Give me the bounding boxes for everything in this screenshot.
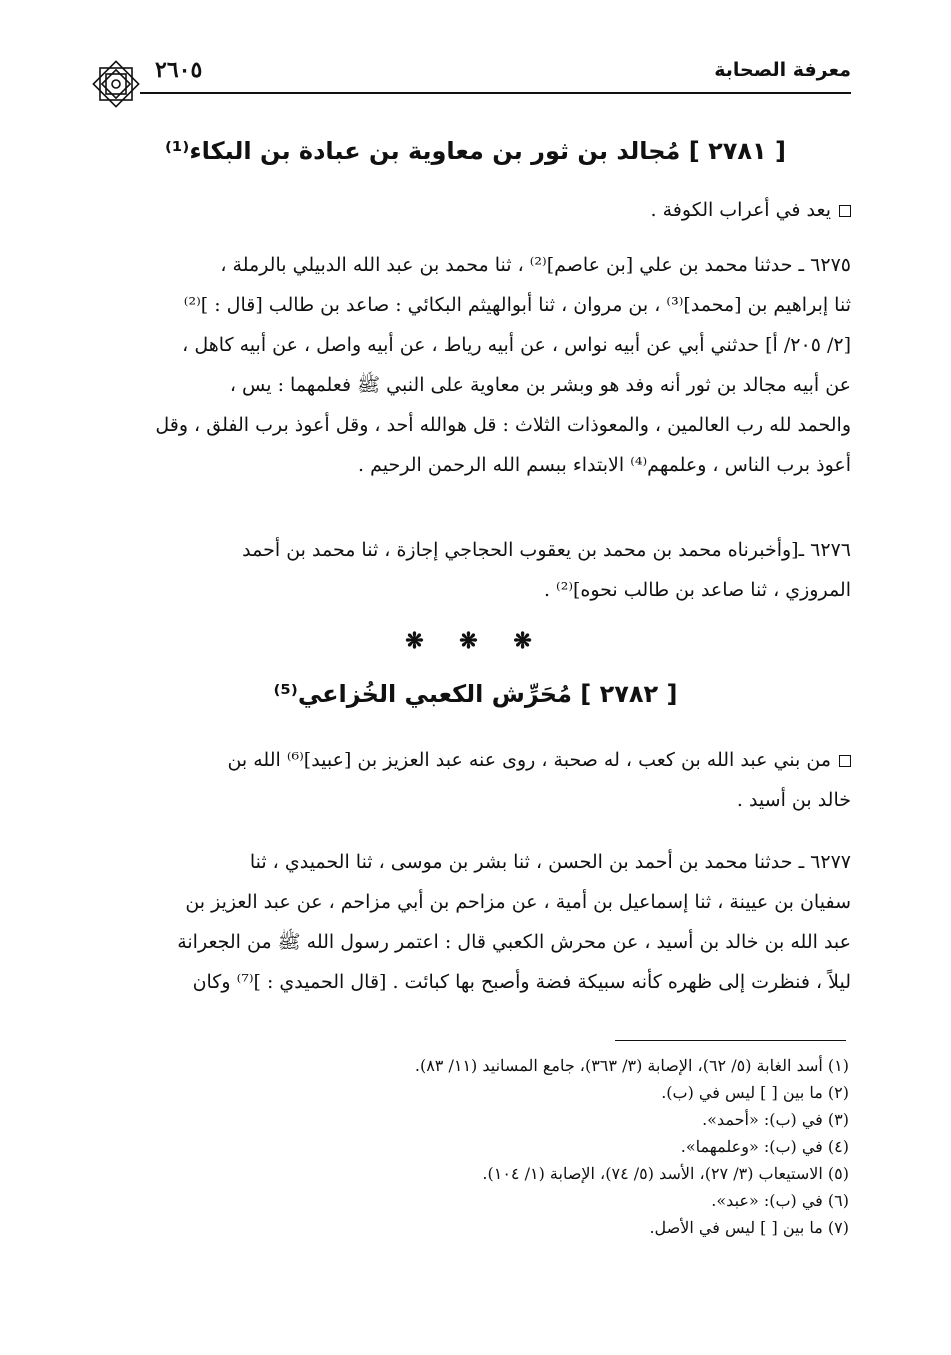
square-bullet-icon <box>839 205 851 217</box>
footnotes <box>100 1052 849 1241</box>
text-line: ليلاً ، فنظرت إلى ظهره كأنه سبيكة فضة وأصبح بها كبائت . [قال الحميدي : ]⁽⁷⁾ وكان <box>192 971 851 993</box>
text-line: عبد الله بن خالد بن أسيد ، عن محرش الكعبي قال : اعتمر رسول الله ﷺ من الجعرانة <box>177 931 851 953</box>
text-line: ٦٢٧٦ ـ[وأخبرناه محمد بن محمد بن يعقوب الحجاجي إجازة ، ثنا محمد بن أحمد <box>242 539 851 561</box>
hadith-6276 <box>100 530 851 610</box>
header-rule <box>140 92 851 94</box>
footnote: (٢) ما بين [ ] ليس في (ب). <box>661 1083 849 1102</box>
text-line: عن أبيه مجالد بن ثور أنه وفد هو وبشر بن معاوية على النبي ﷺ فعلمهما : يس ، <box>229 374 851 396</box>
footnote: (٧) ما بين [ ] ليس في الأصل. <box>649 1218 849 1237</box>
entry-intro-2781 <box>100 190 851 230</box>
entry-heading-2781: [ ٢٧٨١ ] مُجالد بن ثور بن معاوية بن عبادة بن البكاء⁽¹⁾ <box>164 137 786 165</box>
text-line: أعوذ برب الناس ، وعلمهم⁽⁴⁾ الابتداء ببسم الله الرحمن الرحيم . <box>358 454 851 476</box>
star-ornament-icon <box>90 58 142 110</box>
page-header <box>95 55 851 95</box>
hadith-6277 <box>100 842 851 1002</box>
footnote: (١) أسد الغابة (٥/ ٦٢)، الإصابة (٣/ ٣٦٣)، جامع المسانيد (١١/ ٨٣). <box>414 1056 849 1075</box>
text-line: ٦٢٧٧ ـ حدثنا محمد بن أحمد بن الحسن ، ثنا بشر بن موسى ، ثنا الحميدي ، ثنا <box>249 851 851 873</box>
text-line: خالد بن أسيد . <box>736 789 851 811</box>
entry-intro-2782 <box>100 740 851 820</box>
text-line: [٢/ ٢٠٥/ أ] حدثني أبي عن أبيه نواس ، عن أبيه رياط ، عن أبيه واصل ، عن أبيه كاهل ، <box>182 334 851 356</box>
text-line: ٦٢٧٥ ـ حدثنا محمد بن علي [بن عاصم]⁽²⁾ ، ثنا محمد بن عبد الله الدبيلي بالرملة ، <box>220 254 851 276</box>
entry-heading-2782: [ ٢٧٨٢ ] مُحَرِّش الكعبي الخُزاعي⁽⁵⁾ <box>273 680 678 708</box>
footnote: (٤) في (ب): «وعلمهما». <box>680 1137 849 1156</box>
footnote: (٦) في (ب): «عبد». <box>711 1191 849 1210</box>
text-line: المروزي ، ثنا صاعد بن طالب نحوه]⁽²⁾ . <box>543 579 851 601</box>
running-title: معرفة الصحابة <box>714 59 851 81</box>
page-number: ٢٦٠٥ <box>155 57 203 83</box>
text-line: والحمد لله رب العالمين ، والمعوذات الثلاث : قل هوالله أحد ، وقل أعوذ برب الفلق ، وقل <box>155 414 851 436</box>
intro-text: يعد في أعراب الكوفة . <box>650 199 831 221</box>
section-separator: ❋ ❋ ❋ <box>405 628 546 654</box>
hadith-6275 <box>100 245 851 485</box>
text-line: سفيان بن عيينة ، ثنا إسماعيل بن أمية ، عن مزاحم بن أبي مزاحم ، عن عبد العزيز بن <box>185 891 851 913</box>
text-line: ثنا إبراهيم بن [محمد]⁽³⁾ ، بن مروان ، ثنا أبوالهيثم البكائي : صاعد بن طالب [قال : ]⁽²⁾ <box>183 294 851 316</box>
intro-text: من بني عبد الله بن كعب ، له صحبة ، روى عنه عبد العزيز بن [عبيد]⁽⁶⁾ الله بن <box>227 749 831 771</box>
square-bullet-icon <box>839 755 851 767</box>
footnote-rule <box>615 1040 846 1041</box>
footnote: (٣) في (ب): «أحمد». <box>702 1110 849 1129</box>
footnote: (٥) الاستيعاب (٣/ ٢٧)، الأسد (٥/ ٧٤)، الإصابة (١/ ١٠٤). <box>482 1164 849 1183</box>
